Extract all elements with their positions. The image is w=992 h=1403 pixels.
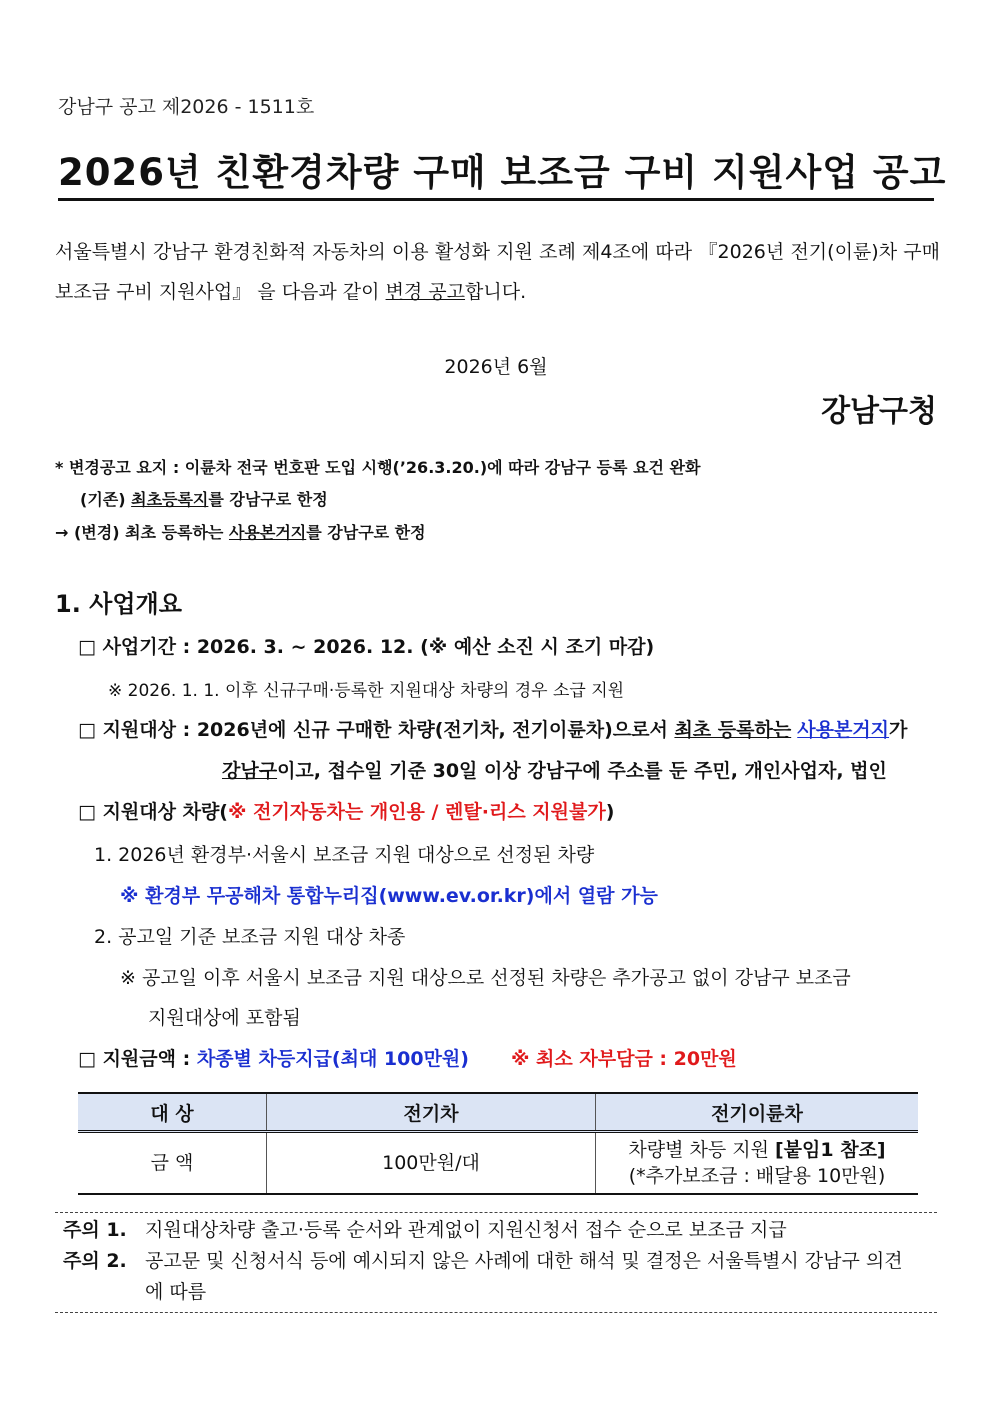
change-summary-new-prefix: → (변경) 최초 등록하는	[55, 523, 229, 542]
page-title: 2026년 친환경차량 구매 보조금 구비 지원사업 공고	[58, 142, 934, 201]
target-text3: 이고, 접수일 기준 30일 이상 강남구에 주소를 둔 주민, 개인사업자, 법인	[277, 760, 887, 782]
change-summary-new-suffix: 를 강남구로 한정	[306, 523, 426, 542]
table-row	[78, 1132, 918, 1195]
table-moto-value	[596, 1132, 919, 1195]
change-summary-line1: * 변경공고 요지 : 이륜차 전국 번호판 도입 시행(’26.3.20.)에 따라 강남구 등록 요건 완화	[55, 458, 701, 477]
intro-text-end: 합니다.	[465, 281, 527, 303]
vehicle-close: )	[605, 801, 615, 823]
notice-number: 강남구 공고 제2026 - 1511호	[58, 96, 315, 118]
intro-text: 서울특별시 강남구 환경친화적 자동차의 이용 활성화 지원 조례 제4조에 따라 『2026년 전기(이륜)차 구매 보조금 구비 지원사업』 을 다음과 같이	[55, 241, 940, 303]
caution-1-text: 지원대상차량 출고·등록 순서와 관계없이 지원신청서 접수 순으로 보조금 지급	[145, 1219, 787, 1241]
change-summary-line3	[55, 520, 426, 543]
amount-line	[78, 1044, 737, 1071]
caution-2	[55, 1246, 937, 1308]
vehicle-line	[78, 797, 614, 824]
change-summary-prev-suffix: 를 강남구로 한정	[208, 490, 328, 509]
target-ul-blue: 사용본거지	[797, 719, 890, 741]
table-row-label: 금 액	[78, 1132, 267, 1195]
vehicle-item2: 2. 공고일 기준 보조금 지원 대상 차종	[94, 926, 406, 948]
target-ul2: 강남구	[222, 760, 278, 782]
caution-2-label: 주의 2.	[63, 1250, 127, 1272]
table-moto-line2: (*추가보조금 : 배달용 10만원)	[628, 1165, 886, 1187]
period-label: □ 사업기간 :	[78, 636, 197, 658]
period-line	[78, 632, 654, 659]
table-header-moto: 전기이륜차	[596, 1093, 919, 1132]
table-moto-ref: [붙임1 참조]	[774, 1139, 886, 1161]
target-text1: 2026년에 신규 구매한 차량(전기차, 전기이륜차)으로서	[196, 719, 675, 741]
change-summary-prev-prefix: (기존)	[80, 490, 132, 509]
vehicle-item2-note2: 지원대상에 포함됨	[148, 1007, 301, 1029]
period-note: ※ 2026. 1. 1. 이후 신규구매·등록한 지원대상 차량의 경우 소급 지원	[108, 681, 625, 701]
issuer: 강남구청	[821, 394, 937, 429]
amount-table	[78, 1092, 918, 1195]
vehicle-item2-note1: ※ 공고일 이후 서울시 보조금 지원 대상으로 선정된 차량은 추가공고 없이 강남구 보조금	[120, 967, 851, 989]
target-label: □ 지원대상 :	[78, 719, 197, 741]
target-line2	[222, 756, 887, 783]
table-moto-line1: 차량별 차등 지원	[628, 1139, 775, 1161]
amount-value: 차종별 차등지급(최대 100만원)	[196, 1048, 469, 1070]
table-header-target: 대 상	[78, 1093, 267, 1132]
vehicle-item1: 1. 2026년 환경부·서울시 보조금 지원 대상으로 선정된 차량	[94, 844, 595, 866]
change-summary-prev-ul: 최초등록지	[131, 490, 209, 509]
notice-date: 2026년 6월	[444, 356, 548, 378]
period-value: 2026. 3. ~ 2026. 12. (※ 예산 소진 시 조기 마감)	[196, 636, 655, 658]
vehicle-label: □ 지원대상 차량(	[78, 801, 228, 823]
caution-2-text: 공고문 및 신청서식 등에 예시되지 않은 사례에 대한 해석 및 결정은 서울특별시 강남구 의견에 따름	[145, 1250, 903, 1303]
table-ev-value: 100만원/대	[267, 1132, 596, 1195]
target-line1	[78, 715, 907, 742]
intro-underlined: 변경 공고	[385, 281, 466, 303]
change-summary-line2	[80, 487, 328, 510]
vehicle-item1-note: ※ 환경부 무공해차 통합누리집(www.ev.or.kr)에서 열람 가능	[120, 885, 658, 907]
section-heading: 1. 사업개요	[55, 590, 182, 618]
table-header-ev: 전기차	[267, 1093, 596, 1132]
amount-min-copay: ※ 최소 자부담금 : 20만원	[510, 1048, 737, 1070]
caution-1	[55, 1215, 937, 1246]
vehicle-restriction: ※ 전기자동차는 개인용 / 렌탈·리스 지원불가	[228, 801, 606, 823]
target-text2: 가	[889, 719, 908, 741]
intro-paragraph	[55, 232, 940, 312]
target-ul1: 최초 등록하는	[674, 719, 792, 741]
cautions-box	[55, 1212, 937, 1313]
change-summary-new-ul: 사용본거지	[228, 523, 307, 542]
amount-label: □ 지원금액 :	[78, 1048, 197, 1070]
caution-1-label: 주의 1.	[63, 1219, 127, 1241]
